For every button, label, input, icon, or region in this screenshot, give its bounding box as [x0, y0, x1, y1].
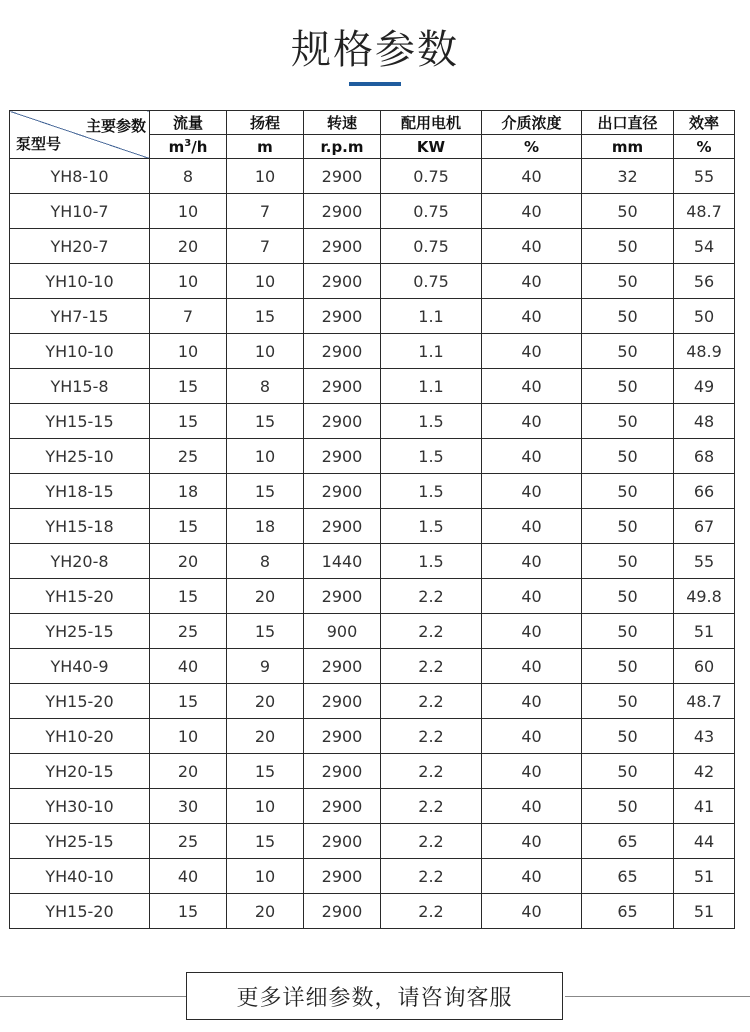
- cell-motor: 0.75: [381, 229, 482, 264]
- cell-outlet-diameter: 50: [582, 614, 674, 649]
- cell-concentration: 40: [482, 509, 582, 544]
- cell-flow: 10: [150, 334, 227, 369]
- cell-motor: 2.2: [381, 859, 482, 894]
- cell-outlet-diameter: 50: [582, 194, 674, 229]
- cell-outlet-diameter: 50: [582, 544, 674, 579]
- cell-speed: 2900: [304, 649, 381, 684]
- cell-efficiency: 51: [674, 859, 735, 894]
- table-row: [10, 509, 735, 544]
- cell-efficiency: 42: [674, 754, 735, 789]
- unit-efficiency: %: [674, 135, 735, 159]
- cell-head: 10: [227, 264, 304, 299]
- cell-outlet-diameter: 50: [582, 719, 674, 754]
- cell-head: 20: [227, 684, 304, 719]
- cell-motor: 2.2: [381, 684, 482, 719]
- cell-head: 15: [227, 404, 304, 439]
- cell-outlet-diameter: 32: [582, 159, 674, 194]
- cell-head: 7: [227, 194, 304, 229]
- cell-outlet-diameter: 50: [582, 649, 674, 684]
- cell-flow: 18: [150, 474, 227, 509]
- cell-pump-model: YH15-15: [10, 404, 150, 439]
- table-row: [10, 719, 735, 754]
- cell-efficiency: 44: [674, 824, 735, 859]
- cell-flow: 25: [150, 439, 227, 474]
- cell-efficiency: 66: [674, 474, 735, 509]
- footer-divider-left: [0, 996, 186, 997]
- cell-outlet-diameter: 50: [582, 404, 674, 439]
- cell-speed: 2900: [304, 229, 381, 264]
- cell-head: 15: [227, 824, 304, 859]
- cell-head: 20: [227, 719, 304, 754]
- cell-pump-model: YH15-20: [10, 684, 150, 719]
- cell-head: 8: [227, 544, 304, 579]
- unit-motor: KW: [381, 135, 482, 159]
- cell-motor: 1.5: [381, 544, 482, 579]
- cell-speed: 900: [304, 614, 381, 649]
- cell-speed: 2900: [304, 439, 381, 474]
- cell-efficiency: 51: [674, 614, 735, 649]
- cell-motor: 0.75: [381, 264, 482, 299]
- cell-outlet-diameter: 50: [582, 439, 674, 474]
- cell-motor: 1.5: [381, 439, 482, 474]
- cell-pump-model: YH25-15: [10, 614, 150, 649]
- cell-motor: 1.5: [381, 404, 482, 439]
- cell-outlet-diameter: 50: [582, 474, 674, 509]
- cell-concentration: 40: [482, 369, 582, 404]
- table-row: [10, 404, 735, 439]
- cell-pump-model: YH20-15: [10, 754, 150, 789]
- header-head: 扬程: [227, 111, 304, 135]
- cell-concentration: 40: [482, 544, 582, 579]
- cell-head: 10: [227, 159, 304, 194]
- cell-concentration: 40: [482, 719, 582, 754]
- cell-motor: 2.2: [381, 649, 482, 684]
- cell-outlet-diameter: 50: [582, 684, 674, 719]
- header-concentration: 介质浓度: [482, 111, 582, 135]
- cell-speed: 2900: [304, 404, 381, 439]
- cell-head: 10: [227, 334, 304, 369]
- unit-flow: $m^3/h$: [150, 135, 227, 159]
- cell-motor: 2.2: [381, 719, 482, 754]
- cell-flow: 10: [150, 264, 227, 299]
- cell-motor: 2.2: [381, 789, 482, 824]
- cell-motor: 1.1: [381, 299, 482, 334]
- header-main-params: 主要参数: [85, 117, 146, 135]
- cell-flow: 7: [150, 299, 227, 334]
- cell-efficiency: 55: [674, 159, 735, 194]
- header-flow: 流量: [150, 111, 227, 135]
- cell-motor: 2.2: [381, 754, 482, 789]
- cell-efficiency: 41: [674, 789, 735, 824]
- cell-concentration: 40: [482, 684, 582, 719]
- table-row: [10, 754, 735, 789]
- cell-head: 15: [227, 754, 304, 789]
- table-row: [10, 544, 735, 579]
- cell-concentration: 40: [482, 474, 582, 509]
- header-outlet-diameter: 出口直径: [582, 111, 674, 135]
- cell-flow: 20: [150, 754, 227, 789]
- table-row: [10, 334, 735, 369]
- cell-speed: 2900: [304, 789, 381, 824]
- cell-outlet-diameter: 50: [582, 789, 674, 824]
- cell-head: 8: [227, 369, 304, 404]
- diagonal-header-cell: [10, 111, 150, 159]
- table-row: [10, 474, 735, 509]
- cell-outlet-diameter: 50: [582, 579, 674, 614]
- unit-speed: r.p.m: [304, 135, 381, 159]
- cell-outlet-diameter: 50: [582, 299, 674, 334]
- table-row: [10, 684, 735, 719]
- cell-outlet-diameter: 65: [582, 894, 674, 929]
- cell-efficiency: 48.7: [674, 194, 735, 229]
- cell-concentration: 40: [482, 439, 582, 474]
- cell-outlet-diameter: 65: [582, 824, 674, 859]
- table-row: [10, 229, 735, 264]
- cell-outlet-diameter: 50: [582, 334, 674, 369]
- cell-pump-model: YH10-10: [10, 334, 150, 369]
- cell-motor: 2.2: [381, 824, 482, 859]
- cell-flow: 15: [150, 509, 227, 544]
- cell-motor: 2.2: [381, 614, 482, 649]
- cell-head: 9: [227, 649, 304, 684]
- cell-motor: 1.5: [381, 474, 482, 509]
- cell-head: 10: [227, 789, 304, 824]
- cell-pump-model: YH25-15: [10, 824, 150, 859]
- cell-speed: 2900: [304, 509, 381, 544]
- cell-pump-model: YH10-7: [10, 194, 150, 229]
- cell-concentration: 40: [482, 649, 582, 684]
- cell-pump-model: YH40-9: [10, 649, 150, 684]
- cell-pump-model: YH10-20: [10, 719, 150, 754]
- cell-flow: 20: [150, 229, 227, 264]
- table-row: [10, 824, 735, 859]
- cell-outlet-diameter: 50: [582, 229, 674, 264]
- cell-pump-model: YH25-10: [10, 439, 150, 474]
- cell-head: 20: [227, 894, 304, 929]
- cell-head: 7: [227, 229, 304, 264]
- cell-pump-model: YH30-10: [10, 789, 150, 824]
- cell-pump-model: YH10-10: [10, 264, 150, 299]
- cell-efficiency: 50: [674, 299, 735, 334]
- cell-outlet-diameter: 50: [582, 264, 674, 299]
- cell-concentration: 40: [482, 159, 582, 194]
- cell-speed: 2900: [304, 474, 381, 509]
- cell-pump-model: YH15-8: [10, 369, 150, 404]
- cell-speed: 2900: [304, 754, 381, 789]
- cell-speed: 2900: [304, 859, 381, 894]
- cell-concentration: 40: [482, 579, 582, 614]
- cell-flow: 30: [150, 789, 227, 824]
- cell-efficiency: 68: [674, 439, 735, 474]
- cell-outlet-diameter: 50: [582, 509, 674, 544]
- cell-head: 10: [227, 859, 304, 894]
- cell-concentration: 40: [482, 754, 582, 789]
- header-speed: 转速: [304, 111, 381, 135]
- cell-concentration: 40: [482, 229, 582, 264]
- cell-speed: 2900: [304, 299, 381, 334]
- cell-flow: 40: [150, 649, 227, 684]
- unit-head: m: [227, 135, 304, 159]
- cell-head: 15: [227, 474, 304, 509]
- header-pump-model: 泵型号: [16, 135, 62, 153]
- cell-concentration: 40: [482, 299, 582, 334]
- table-row: [10, 264, 735, 299]
- table-row: [10, 299, 735, 334]
- table-row: [10, 439, 735, 474]
- header-efficiency: 效率: [674, 111, 735, 135]
- cell-speed: 2900: [304, 719, 381, 754]
- cell-motor: 1.5: [381, 509, 482, 544]
- cell-outlet-diameter: 65: [582, 859, 674, 894]
- cell-head: 20: [227, 579, 304, 614]
- cell-concentration: 40: [482, 824, 582, 859]
- cell-efficiency: 55: [674, 544, 735, 579]
- cell-speed: 2900: [304, 194, 381, 229]
- cell-concentration: 40: [482, 264, 582, 299]
- spec-table: [9, 110, 735, 929]
- cell-concentration: 40: [482, 859, 582, 894]
- unit-concentration: %: [482, 135, 582, 159]
- table-row: [10, 894, 735, 929]
- table-row: [10, 789, 735, 824]
- cell-motor: 2.2: [381, 579, 482, 614]
- cell-efficiency: 67: [674, 509, 735, 544]
- cell-flow: 10: [150, 194, 227, 229]
- cell-motor: 0.75: [381, 194, 482, 229]
- cell-motor: 0.75: [381, 159, 482, 194]
- cell-concentration: 40: [482, 194, 582, 229]
- cell-pump-model: YH7-15: [10, 299, 150, 334]
- cell-concentration: 40: [482, 894, 582, 929]
- cell-flow: 20: [150, 544, 227, 579]
- cell-efficiency: 51: [674, 894, 735, 929]
- cell-speed: 2900: [304, 264, 381, 299]
- cell-efficiency: 56: [674, 264, 735, 299]
- cell-flow: 8: [150, 159, 227, 194]
- cell-outlet-diameter: 50: [582, 369, 674, 404]
- cell-pump-model: YH8-10: [10, 159, 150, 194]
- cell-efficiency: 49: [674, 369, 735, 404]
- cell-concentration: 40: [482, 789, 582, 824]
- cell-motor: 2.2: [381, 894, 482, 929]
- cell-flow: 15: [150, 894, 227, 929]
- cell-pump-model: YH15-20: [10, 894, 150, 929]
- table-row: [10, 649, 735, 684]
- cell-flow: 15: [150, 369, 227, 404]
- cell-flow: 25: [150, 824, 227, 859]
- cell-flow: 10: [150, 719, 227, 754]
- cell-efficiency: 54: [674, 229, 735, 264]
- unit-outlet-diameter: mm: [582, 135, 674, 159]
- cell-efficiency: 49.8: [674, 579, 735, 614]
- cell-flow: 40: [150, 859, 227, 894]
- table-row: [10, 369, 735, 404]
- cell-efficiency: 43: [674, 719, 735, 754]
- contact-service-banner: 更多详细参数，请咨询客服: [186, 972, 563, 1020]
- cell-head: 15: [227, 614, 304, 649]
- cell-motor: 1.1: [381, 334, 482, 369]
- table-row: [10, 159, 735, 194]
- cell-pump-model: YH15-20: [10, 579, 150, 614]
- cell-speed: 2900: [304, 334, 381, 369]
- spec-table-body: [10, 111, 735, 929]
- cell-concentration: 40: [482, 404, 582, 439]
- cell-efficiency: 60: [674, 649, 735, 684]
- cell-pump-model: YH20-7: [10, 229, 150, 264]
- cell-concentration: 40: [482, 614, 582, 649]
- cell-flow: 15: [150, 684, 227, 719]
- cell-speed: 2900: [304, 824, 381, 859]
- cell-speed: 2900: [304, 369, 381, 404]
- cell-flow: 15: [150, 579, 227, 614]
- table-row: [10, 579, 735, 614]
- table-row: [10, 859, 735, 894]
- cell-head: 10: [227, 439, 304, 474]
- cell-speed: 2900: [304, 159, 381, 194]
- cell-outlet-diameter: 50: [582, 754, 674, 789]
- cell-pump-model: YH18-15: [10, 474, 150, 509]
- cell-flow: 25: [150, 614, 227, 649]
- cell-speed: 1440: [304, 544, 381, 579]
- footer-divider-right: [565, 996, 750, 997]
- cell-pump-model: YH40-10: [10, 859, 150, 894]
- header-motor: 配用电机: [381, 111, 482, 135]
- cell-speed: 2900: [304, 684, 381, 719]
- cell-head: 18: [227, 509, 304, 544]
- cell-efficiency: 48.9: [674, 334, 735, 369]
- cell-speed: 2900: [304, 579, 381, 614]
- cell-efficiency: 48.7: [674, 684, 735, 719]
- cell-head: 15: [227, 299, 304, 334]
- header-row: [10, 111, 735, 135]
- cell-pump-model: YH20-8: [10, 544, 150, 579]
- cell-flow: 15: [150, 404, 227, 439]
- cell-motor: 1.1: [381, 369, 482, 404]
- table-row: [10, 194, 735, 229]
- title-underline: [349, 82, 401, 86]
- cell-efficiency: 48: [674, 404, 735, 439]
- cell-speed: 2900: [304, 894, 381, 929]
- page-title: 规格参数: [291, 27, 459, 73]
- table-row: [10, 614, 735, 649]
- cell-concentration: 40: [482, 334, 582, 369]
- cell-pump-model: YH15-18: [10, 509, 150, 544]
